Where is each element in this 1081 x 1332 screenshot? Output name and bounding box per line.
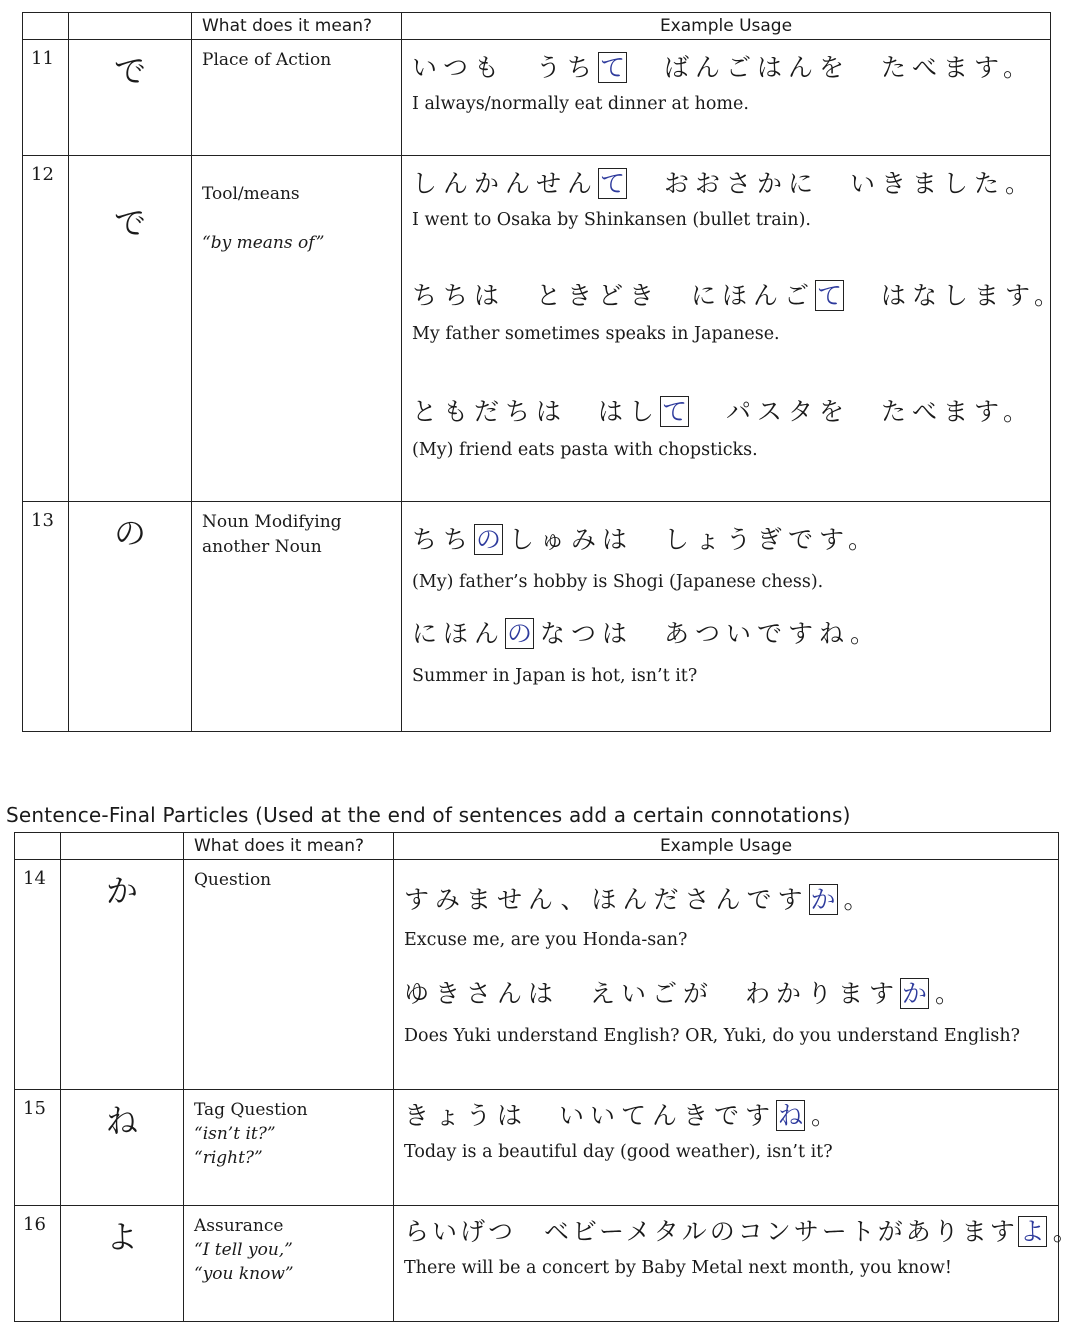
japanese-sentence: すみません、ほんださんですか 。: [404, 885, 875, 914]
meaning: Noun Modifying another Noun: [192, 502, 402, 732]
english-translation: I always/normally eat dinner at home.: [412, 94, 749, 114]
row-number: 15: [15, 1090, 61, 1206]
meaning: Question: [184, 860, 394, 1090]
english-translation: (My) father’s hobby is Shogi (Japanese chess).: [412, 572, 824, 592]
example-cell: [402, 40, 1051, 156]
example-cell: [394, 860, 1059, 1090]
meaning-note: “isn’t it?”: [194, 1124, 276, 1144]
header-example: Example Usage: [394, 833, 1059, 860]
japanese-sentence: らいげつ ベビーメタルのコンサートがありますよ 。: [404, 1217, 1081, 1246]
example-cell: [402, 502, 1051, 732]
boxed-particle: か: [902, 979, 928, 1008]
table-header: [15, 833, 1059, 860]
japanese-sentence: いつも うちて ばんごはんを たべます。: [412, 53, 1035, 82]
table-row: [15, 1206, 1059, 1322]
example-cell: [394, 1206, 1081, 1322]
meaning: Tag Question “isn’t it?” “right?”: [184, 1090, 394, 1206]
english-translation: Today is a beautiful day (good weather), isn’t it?: [404, 1142, 833, 1162]
table-row: [23, 502, 1051, 732]
row-number: 11: [23, 40, 69, 156]
meaning-note: “you know”: [194, 1264, 294, 1284]
japanese-sentence: にほんの なつは あついですね。: [412, 619, 882, 648]
japanese-sentence: しんかんせんて おおさかに いきました。: [412, 169, 1037, 198]
header-meaning: What does it mean?: [184, 833, 394, 860]
example-cell: [394, 1090, 1059, 1206]
japanese-sentence: ちちは ときどき にほんごて はなします。: [412, 281, 1066, 310]
particles-table-2: [14, 832, 1081, 1322]
header-meaning: What does it mean?: [192, 13, 402, 40]
table-row: [23, 156, 1051, 502]
japanese-sentence: きょうは いいてんきですね 。: [404, 1101, 843, 1130]
meaning: Place of Action: [192, 40, 402, 156]
boxed-particle: ね: [778, 1101, 804, 1130]
row-number: 14: [15, 860, 61, 1090]
boxed-particle: て: [600, 53, 626, 82]
meaning-note: “by means of”: [202, 233, 325, 253]
row-number: 13: [23, 502, 69, 732]
meaning-note: “I tell you,”: [194, 1240, 293, 1260]
meaning: Tool/means “by means of”: [192, 156, 402, 502]
particle-glyph: ね: [61, 1090, 184, 1206]
particles-table-1: [22, 12, 1066, 732]
english-translation: (My) friend eats pasta with chopsticks.: [412, 440, 758, 460]
boxed-particle: て: [662, 397, 688, 426]
japanese-sentence: ともだちは はして パスタを たべます。: [412, 397, 1035, 426]
english-translation: Excuse me, are you Honda-san?: [404, 930, 688, 950]
table-row: [15, 1090, 1059, 1206]
boxed-particle: の: [507, 619, 533, 648]
japanese-sentence: ちちの しゅみは しょうぎです。: [412, 525, 880, 554]
japanese-sentence: ゆきさんは えいごが わかりますか 。: [404, 979, 967, 1008]
english-translation: Summer in Japan is hot, isn’t it?: [412, 666, 698, 686]
meaning: Assurance “I tell you,” “you know”: [184, 1206, 394, 1322]
header-example: Example Usage: [402, 13, 1051, 40]
meaning-note: “right?”: [194, 1148, 263, 1168]
section-title: Sentence-Final Particles (Used at the end of sentences add a certain connotations): [6, 803, 851, 827]
particle-glyph: の: [69, 502, 192, 732]
particle-glyph: よ: [61, 1206, 184, 1322]
boxed-particle: て: [600, 169, 626, 198]
boxed-particle: か: [810, 885, 836, 914]
boxed-particle: の: [476, 525, 502, 554]
particle-glyph: か: [61, 860, 184, 1090]
particle-glyph: で: [69, 40, 192, 156]
boxed-particle: て: [817, 281, 843, 310]
english-translation: There will be a concert by Baby Metal next month, you know!: [404, 1258, 952, 1278]
row-number: 16: [15, 1206, 61, 1322]
english-translation: Does Yuki understand English? OR, Yuki, do you understand English?: [404, 1026, 1020, 1046]
boxed-particle: よ: [1019, 1217, 1045, 1246]
english-translation: My father sometimes speaks in Japanese.: [412, 324, 780, 344]
table-row: [23, 40, 1051, 156]
row-number: 12: [23, 156, 69, 502]
english-translation: I went to Osaka by Shinkansen (bullet train).: [412, 210, 811, 230]
example-cell: [402, 156, 1066, 502]
table-row: [15, 860, 1059, 1090]
table-header: [23, 13, 1051, 40]
particle-glyph: で: [69, 156, 192, 502]
